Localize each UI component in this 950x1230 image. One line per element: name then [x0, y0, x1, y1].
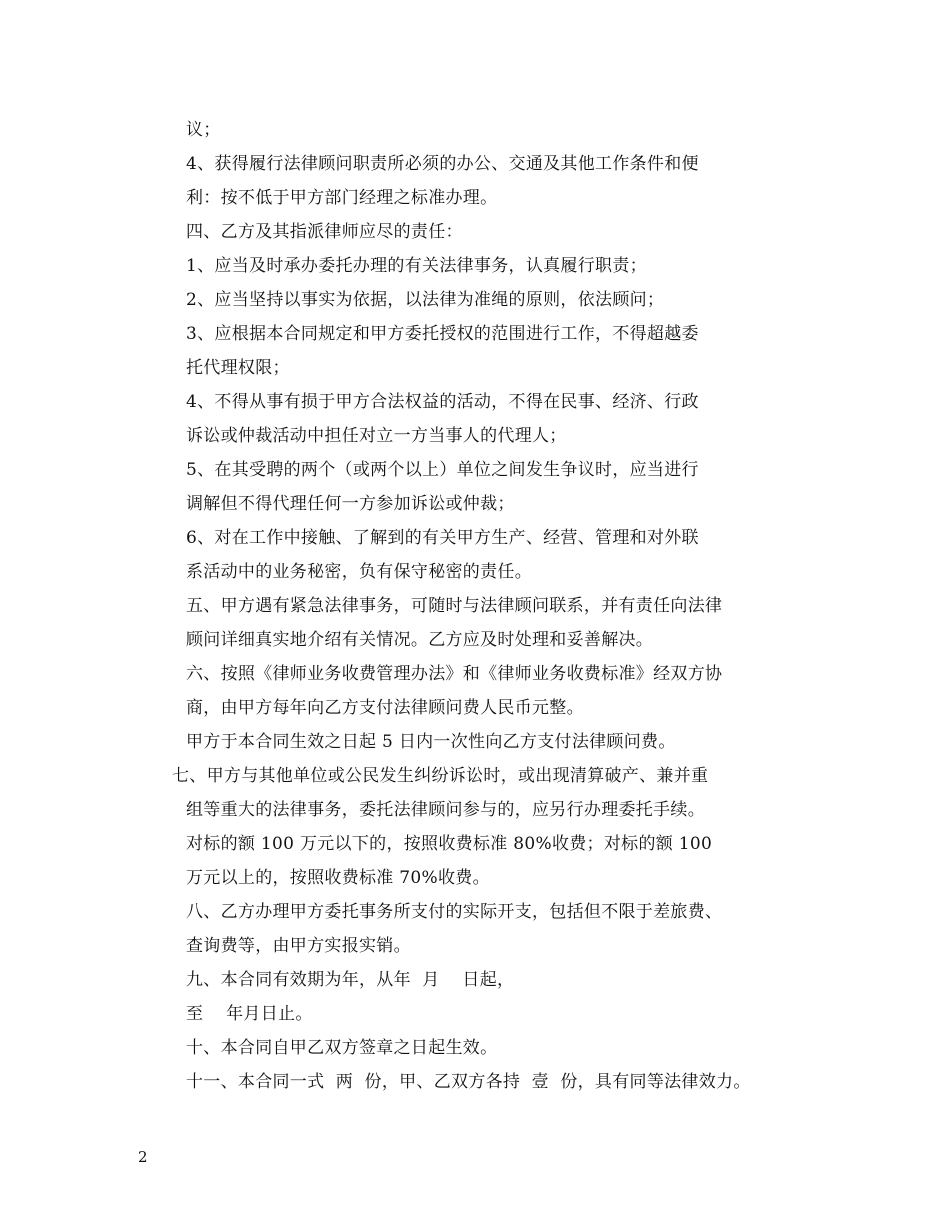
text-line-10: 诉讼或仲裁活动中担任对立一方当事人的代理人；: [186, 426, 567, 446]
page-number: 2: [138, 1148, 148, 1166]
text-line-18: 商，由甲方每年向乙方支付法律顾问费人民币元整。: [186, 698, 584, 718]
text-line-13: 6、对在工作中接触、了解到的有关甲方生产、经营、管理和对外联: [186, 528, 699, 548]
text-line-9: 4、不得从事有损于甲方合法权益的活动，不得在民事、经济、行政: [186, 392, 699, 412]
section-heading-9: 九、本合同有效期为年，从年 月 日起，: [186, 970, 515, 990]
text-line-22: 对标的额 100 万元以下的，按照收费标准 80%收费；对标的额 100: [186, 834, 713, 854]
text-line-1: 议；: [186, 120, 221, 140]
section-heading-4: 四、乙方及其指派律师应尽的责任：: [186, 222, 463, 242]
text-line-8: 托代理权限；: [186, 358, 290, 378]
section-heading-5: 五、甲方遇有紧急法律事务，可随时与法律顾问联系，并有责任向法律: [186, 596, 723, 616]
text-line-23: 万元以上的，按照收费标准 70%收费。: [186, 868, 490, 888]
section-heading-11: 十一、本合同一式 两 份，甲、乙双方各持 壹 份，具有同等法律效力。: [186, 1072, 751, 1092]
text-line-14: 系活动中的业务秘密，负有保守秘密的责任。: [186, 562, 532, 582]
section-heading-10: 十、本合同自甲乙双方签章之日起生效。: [186, 1038, 498, 1058]
section-heading-7: 七、甲方与其他单位或公民发生纠纷诉讼时，或出现清算破产、兼并重: [172, 766, 709, 786]
section-heading-6: 六、按照《律师业务收费管理办法》和《律师业务收费标准》经双方协: [186, 664, 723, 684]
section-heading-8: 八、乙方办理甲方委托事务所支付的实际开支，包括但不限于差旅费、: [186, 902, 723, 922]
text-line-2: 4、获得履行法律顾问职责所必须的办公、交通及其他工作条件和便: [186, 154, 699, 174]
text-line-19: 甲方于本合同生效之日起 5 日内一次性向乙方支付法律顾问费。: [186, 732, 676, 752]
text-line-21: 组等重大的法律事务，委托法律顾问参与的，应另行办理委托手续。: [186, 800, 705, 820]
text-line-25: 查询费等，由甲方实报实销。: [186, 936, 411, 956]
text-line-27: 至 年月日止。: [186, 1004, 313, 1024]
text-line-12: 调解但不得代理任何一方参加诉讼或仲裁；: [186, 494, 515, 514]
text-line-7: 3、应根据本合同规定和甲方委托授权的范围进行工作，不得超越委: [186, 324, 699, 344]
text-line-6: 2、应当坚持以事实为依据，以法律为准绳的原则，依法顾问；: [186, 290, 665, 310]
text-line-16: 顾问详细真实地介绍有关情况。乙方应及时处理和妥善解决。: [186, 630, 654, 650]
text-line-3: 利：按不低于甲方部门经理之标准办理。: [186, 188, 498, 208]
text-line-5: 1、应当及时承办委托办理的有关法律事务，认真履行职责；: [186, 256, 647, 276]
text-line-11: 5、在其受聘的两个（或两个以上）单位之间发生争议时，应当进行: [186, 460, 699, 480]
